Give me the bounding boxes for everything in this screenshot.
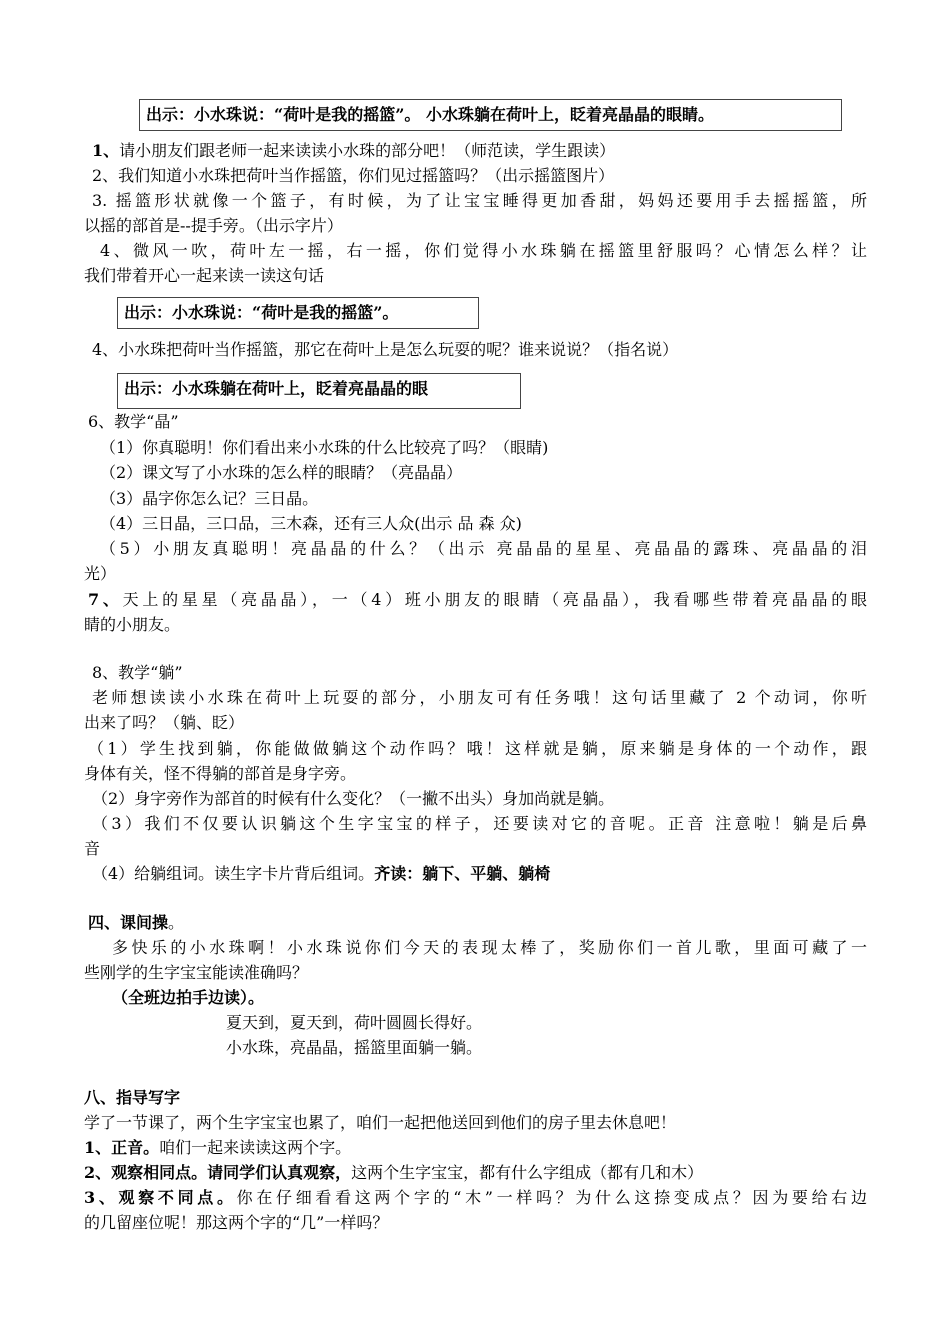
- line-6-3: （3）晶字你怎么记？三日晶。: [100, 489, 319, 508]
- line-8-4-text: （4）给躺组词。读生字卡片背后组词。: [92, 864, 375, 883]
- line-8-0b: 出来了吗？（躺、眨）: [84, 713, 245, 732]
- line-1: [92, 140, 615, 162]
- line-6-1: （1）你真聪明！你们看出来小水珠的什么比较亮了吗？（眼睛): [100, 438, 549, 457]
- section-8-step-3-bold: 3、观察不同点。: [84, 1188, 237, 1207]
- section-8-step-3: [84, 1187, 867, 1209]
- display-box-1: 出示：小水珠说：“荷叶是我的摇篮”。 小水珠躺在荷叶上，眨着亮晶晶的眼睛。: [139, 99, 842, 131]
- section-8-intro: 学了一节课了，两个生字宝宝也累了，咱们一起把他送回到他们的房子里去休息吧！: [84, 1113, 677, 1132]
- line-6-5a: （5）小朋友真聪明！亮晶晶的什么？（出示 亮晶晶的星星、亮晶晶的露珠、亮晶晶的泪: [100, 539, 867, 558]
- line-8-3a: （3）我们不仅要认识躺这个生字宝宝的样子，还要读对它的音呢。正音 注意啦！躺是后鼻: [92, 814, 867, 833]
- line-8-3b: 音: [84, 839, 101, 858]
- section-8-step-2-text: 这两个生字宝宝，都有什么字组成（都有几和木）: [351, 1163, 704, 1182]
- poem-line-2: 小水珠，亮晶晶，摇篮里面躺一躺。: [226, 1038, 483, 1057]
- line-2: 2、我们知道小水珠把荷叶当作摇篮，你们见过摇篮吗？（出示摇篮图片）: [92, 166, 615, 185]
- line-5: 4、小水珠把荷叶当作摇篮，那它在荷叶上是怎么玩耍的呢？谁来说说？（指名说）: [92, 340, 679, 359]
- section-4-title-text: 四、课间操: [88, 913, 169, 932]
- line-7-number: 7、: [88, 590, 123, 609]
- line-8-1b: 身体有关，怪不得躺的部首是身字旁。: [84, 764, 357, 783]
- line-6-heading: 6、教学“晶”: [88, 412, 179, 431]
- section-4-para-b: 些刚学的生字宝宝能读准确吗？: [84, 963, 309, 982]
- line-8-heading: 8、教学“躺”: [92, 663, 183, 682]
- section-4-note: （全班边拍手边读）。: [112, 988, 265, 1007]
- line-4b: 我们带着开心一起来读一读这句话: [84, 266, 325, 285]
- section-4-para-a: 多快乐的小水珠啊！小水珠说你们今天的表现太棒了，奖励你们一首儿歌，里面可藏了一: [112, 938, 867, 957]
- section-8-step-1: [84, 1137, 351, 1159]
- section-8-title: 八、指导写字: [84, 1088, 181, 1107]
- line-8-2: （2）身字旁作为部首的时候有什么变化？（一撇不出头）身加尚就是躺。: [92, 789, 615, 808]
- line-6-4: （4）三日晶，三口品，三木森，还有三人众(出示 品 森 众): [100, 514, 522, 533]
- line-7-text: 天上的星星（亮晶晶），一（4）班小朋友的眼睛（亮晶晶），我看哪些带着亮晶晶的眼: [122, 590, 867, 609]
- section-8-step-3b: 的几留座位呢！那这两个字的“几”一样吗？: [84, 1213, 389, 1232]
- section-4-title: [88, 912, 184, 934]
- section-8-step-3-text: 你在仔细看看这两个字的“木”一样吗？为什么这捺变成点？因为要给右边: [236, 1188, 867, 1207]
- line-7b: 睛的小朋友。: [84, 615, 181, 634]
- line-7a: [88, 589, 867, 611]
- line-8-0a: 老师想读读小水珠在荷叶上玩耍的部分，小朋友可有任务哦！这句话里藏了 2 个动词，你听: [92, 688, 867, 707]
- line-3a: 3. 摇篮形状就像一个篮子，有时候，为了让宝宝睡得更加香甜，妈妈还要用手去摇摇篮，所: [92, 191, 867, 210]
- line-8-4: [92, 863, 550, 885]
- section-8-step-1-text: 咱们一起来读读这两个字。: [159, 1138, 352, 1157]
- display-box-3: 出示：小水珠躺在荷叶上，眨着亮晶晶的眼: [117, 373, 521, 409]
- section-8-step-2: [84, 1162, 703, 1184]
- section-8-step-1-bold: 1、正音。: [84, 1138, 160, 1157]
- poem-line-1: 夏天到，夏天到，荷叶圆圆长得好。: [226, 1013, 483, 1032]
- line-8-1a: （1）学生找到躺，你能做做躺这个动作吗？哦！这样就是躺，原来躺是身体的一个动作，跟: [88, 739, 867, 758]
- line-1-number: 1、: [92, 141, 120, 160]
- section-8-step-2-bold: 2、观察相同点。请同学们认真观察，: [84, 1163, 352, 1182]
- line-1-text: 请小朋友们跟老师一起来读读小水珠的部分吧！（师范读，学生跟读）: [119, 141, 616, 160]
- display-box-2: 出示：小水珠说：“荷叶是我的摇篮”。: [117, 297, 479, 329]
- line-6-5b: 光）: [84, 564, 117, 583]
- line-6-2: （2）课文写了小水珠的怎么样的眼睛？（亮晶晶）: [100, 463, 463, 482]
- section-4-title-dot: 。: [168, 913, 185, 932]
- line-3b: 以摇的部首是--提手旁。（出示字片）: [84, 216, 343, 235]
- line-8-4-bold: 齐读：躺下、平躺、躺椅: [374, 864, 551, 883]
- line-4a: 4、微风一吹，荷叶左一摇，右一摇，你们觉得小水珠躺在摇篮里舒服吗？心情怎么样？让: [100, 241, 867, 260]
